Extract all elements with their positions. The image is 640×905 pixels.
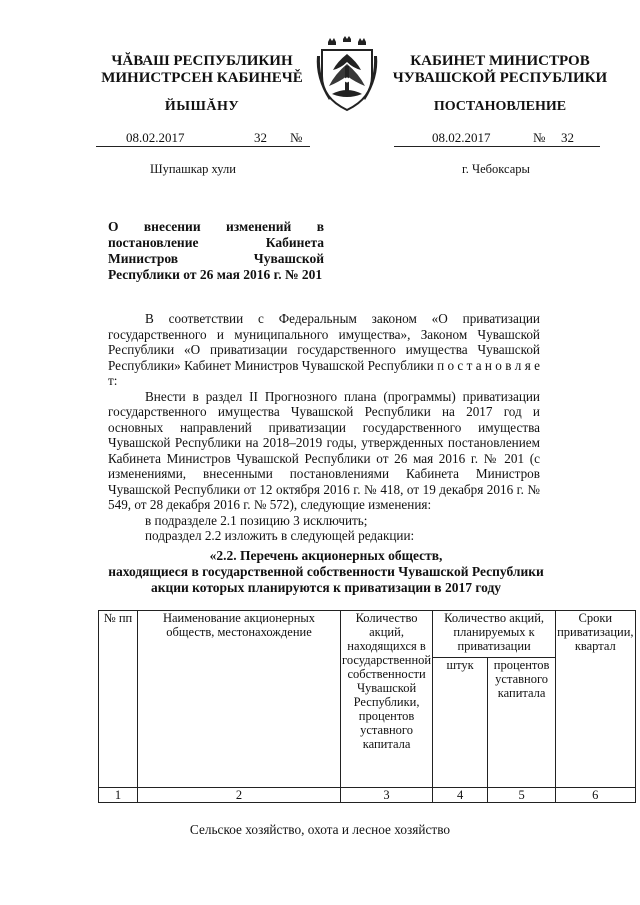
header-left-org — [92, 53, 312, 87]
coat-of-arms-icon — [314, 36, 380, 114]
right-number: 32 — [561, 130, 574, 145]
header-right-org — [384, 53, 616, 87]
left-city: Шупашкар хули — [150, 162, 236, 176]
right-number-sign: № — [533, 130, 546, 145]
header-cell-no: № пп — [99, 611, 138, 788]
header-left-line2: МИНИСТРСЕН КАБИНЕЧĚ — [101, 70, 303, 86]
privatization-table — [98, 610, 636, 803]
number-cell: 2 — [138, 788, 341, 803]
section-title — [96, 548, 556, 596]
number-cell: 3 — [341, 788, 433, 803]
right-date-underline — [394, 146, 600, 147]
header-cell-name: Наименование акционерных обществ, местонахождение — [138, 611, 341, 788]
number-cell: 1 — [99, 788, 138, 803]
header-left-doctype: ЙЫШĂНУ — [164, 99, 240, 114]
section-title-line1: «2.2. Перечень акционерных обществ, — [209, 548, 443, 563]
left-date-underline — [96, 146, 310, 147]
table-row — [99, 788, 636, 803]
number-cell: 5 — [488, 788, 556, 803]
header-cell-term: Сроки приватизации, квартал — [556, 611, 635, 788]
left-number-sign: № — [290, 130, 303, 145]
header-right-doctype: ПОСТАНОВЛЕНИЕ — [433, 99, 567, 114]
table-section-label: Сельское хозяйство, охота и лесное хозяйство — [189, 822, 451, 837]
body-paragraph-2: Внести в раздел II Прогнозного плана (программы) приватизации государственного имущества Чувашской Республики на 2017 год и основных направлений приватизации государственного имущества Чувашской Республики на 2018–2019 годы, утвержденных постановлением Кабинета Министров Чувашской Республики от 26 мая 2016 г. № 201 (с изменениями, внесенными постановлениями Кабинета Министров Чувашской Республики от 12 октября 2016 г. № 418, от 19 декабря 2016 г. № 549, от 28 декабря 2016 г. № 572), следующие изменения: — [108, 388, 540, 512]
header-right-line2: ЧУВАШСКОЙ РЕСПУБЛИКИ — [392, 70, 608, 86]
body-paragraph-4: подраздел 2.2 изложить в следующей редакции: — [145, 528, 415, 543]
body-paragraph-3: в подразделе 2.1 позицию 3 исключить; — [145, 512, 368, 528]
document-body — [108, 311, 540, 544]
section-title-line2: находящиеся в государственной собственности Чувашской Республики — [108, 564, 544, 579]
header-right-line1: КАБИНЕТ МИНИСТРОВ — [410, 53, 590, 69]
left-number: 32 — [254, 130, 267, 145]
left-date: 08.02.2017 — [126, 130, 185, 145]
body-paragraph-1: В соответствии с Федеральным законом «О приватизации государственного и муниципального имущества», Законом Чувашской Республики «О приватизации государственного имущества Чувашской Республики» Кабинет Министров Чувашской Республики п о с т а н о в л я е т: — [108, 311, 540, 388]
right-date: 08.02.2017 — [432, 130, 491, 145]
right-city: г. Чебоксары — [462, 162, 530, 176]
header-cell-percent: процентов уставного капитала — [488, 658, 556, 788]
header-cell-planned: Количество акций, планируемых к приватизации — [433, 611, 556, 658]
document-title: О внесении изменений в постановление Кабинета Министров Чувашской Республики от 26 мая 2016 г. № 201 — [108, 219, 324, 282]
header-cell-pieces: штук — [433, 658, 488, 788]
header-left-line1: ЧĂВАШ РЕСПУБЛИКИН — [111, 53, 293, 69]
number-cell: 6 — [556, 788, 635, 803]
header-cell-qty: Количество акций, находящихся в государственной собственности Чувашской Республики, процентов уставного капитала — [341, 611, 433, 788]
section-title-line3: акции которых планируются к приватизации в 2017 году — [150, 580, 502, 595]
number-cell: 4 — [433, 788, 488, 803]
table-header-row — [99, 611, 636, 658]
